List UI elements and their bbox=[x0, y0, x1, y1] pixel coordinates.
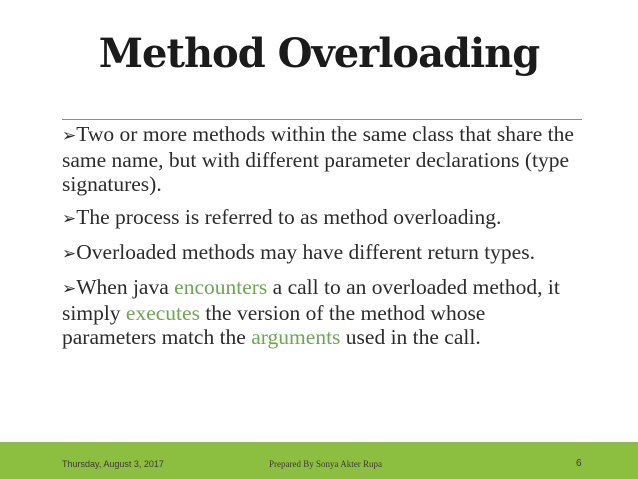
bullet-item bbox=[62, 275, 582, 349]
highlighted-term-executes: executes bbox=[125, 301, 200, 325]
arrow-bullet-icon: ➢ bbox=[62, 244, 77, 264]
bullet-item bbox=[62, 122, 582, 196]
arrow-bullet-icon: ➢ bbox=[62, 209, 77, 229]
slide-title: Method Overloading bbox=[98, 30, 540, 77]
highlighted-term-encounters: encounters bbox=[174, 275, 268, 299]
page-number: 6 bbox=[576, 458, 582, 469]
bullet-text: Overloaded methods may have different return types. bbox=[76, 240, 535, 264]
bullet-text: The process is referred to as method overloading. bbox=[76, 205, 502, 229]
bullet-text-segment: When java bbox=[76, 275, 175, 299]
bullet-text: Two or more methods within the same class that share the same name, but with different parameter declarations (type signatures). bbox=[62, 122, 574, 196]
arrow-bullet-icon: ➢ bbox=[62, 279, 77, 299]
title-divider bbox=[62, 119, 582, 120]
bullet-item bbox=[62, 205, 582, 231]
bullet-item bbox=[62, 240, 582, 266]
highlighted-term-arguments: arguments bbox=[251, 325, 341, 349]
bullet-text-segment: used in the call. bbox=[340, 325, 481, 349]
footer-author: Prepared By Sonya Akter Rupa bbox=[269, 459, 382, 469]
bullet-list bbox=[62, 122, 582, 358]
footer-date: Thursday, August 3, 2017 bbox=[62, 459, 164, 469]
bullet-text-segment: the version of the method whose parameters match the bbox=[62, 301, 486, 349]
arrow-bullet-icon: ➢ bbox=[62, 126, 77, 146]
bullet-text-segment: a call to an overloaded method, it simply bbox=[62, 275, 560, 325]
